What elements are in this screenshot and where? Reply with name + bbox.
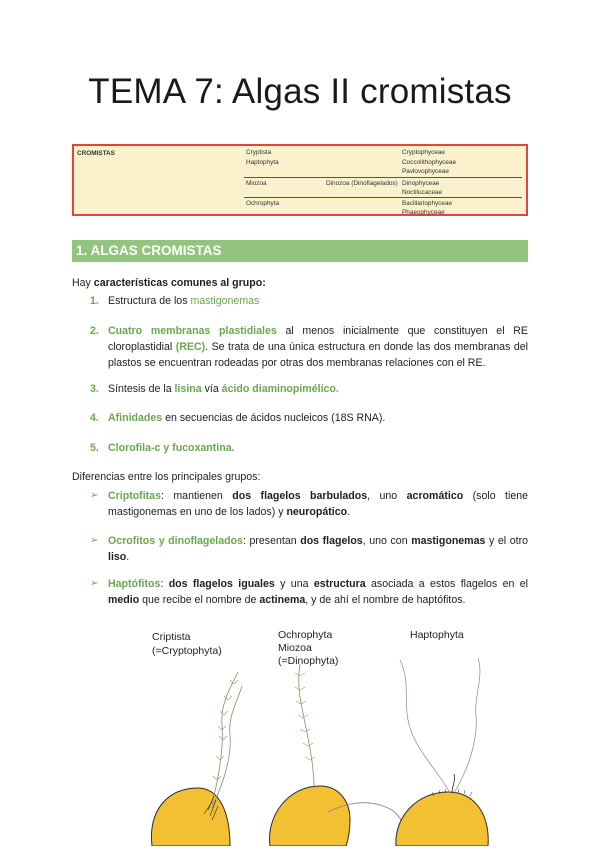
label-criptista-sub: (=Cryptophyta) bbox=[152, 645, 222, 657]
bullet-text: , uno con bbox=[362, 535, 412, 547]
item-text: al menos inicialmente que constituyen el RE cloroplastidial bbox=[108, 325, 528, 353]
label-miozoa: Miozoa bbox=[278, 642, 312, 654]
table-cell: Cryptista bbox=[246, 149, 272, 156]
table-divider bbox=[244, 197, 522, 198]
arrow-bullet-icon: ➢ bbox=[90, 490, 99, 501]
item-text: Estructura de los bbox=[108, 295, 191, 307]
bullet-text: asociada a estos flagelos en el bbox=[365, 578, 528, 590]
item-highlight: mastigonemas bbox=[190, 295, 260, 307]
list-number: 4. bbox=[90, 412, 99, 424]
table-cell: Pavlovophyceae bbox=[402, 168, 449, 175]
intro-bold: características comunes al grupo: bbox=[93, 277, 266, 289]
table-cell: Dinozoa (Dinoflagelados) bbox=[326, 180, 398, 187]
bullet-text: , uno bbox=[367, 490, 407, 502]
table-header: CROMISTAS bbox=[77, 150, 115, 157]
item-highlight: (REC) bbox=[175, 341, 206, 353]
bullet-text: , y de ahí el nombre de haptófitos. bbox=[305, 594, 466, 606]
item-text: . Se trata de una única estructura en donde las dos membranas del plastos se encuentran rodeadas por otras dos membranas relaciones con el RE. bbox=[108, 341, 528, 369]
item-text: en secuencias de ácidos nucleicos (18S RNA). bbox=[162, 412, 386, 424]
bullet-bold: actinema bbox=[259, 594, 306, 606]
label-ochrophyta: Ochrophyta bbox=[278, 629, 333, 641]
bullet-bold: dos flagelos bbox=[300, 535, 363, 547]
classification-table bbox=[72, 144, 528, 216]
flagella-illustration bbox=[138, 620, 500, 846]
list-item bbox=[108, 381, 339, 397]
haptophyta-cell bbox=[396, 658, 488, 846]
bullet-text: . bbox=[126, 551, 130, 563]
bullet-text: : bbox=[160, 578, 169, 590]
list-number: 3. bbox=[90, 383, 99, 395]
page-title: TEMA 7: Algas II cromistas bbox=[88, 72, 512, 111]
table-cell: Coccolithophyceae bbox=[402, 159, 456, 166]
list-number: 2. bbox=[90, 325, 99, 337]
item-highlight: Clorofila-c y fucoxantina. bbox=[108, 442, 235, 454]
bullet-text: (solo tiene mastigonemas en uno de los lados) y bbox=[108, 490, 529, 518]
bullet-highlight: Haptófitos bbox=[108, 578, 161, 590]
ochrophyta-cell bbox=[270, 664, 406, 846]
table-cell: Haptophyta bbox=[246, 159, 279, 166]
bullet-item bbox=[108, 488, 528, 520]
table-cell: Ochrophyta bbox=[246, 200, 280, 207]
list-item bbox=[108, 323, 528, 371]
intro-pre: Hay bbox=[72, 277, 94, 289]
table-cell: Miozoa bbox=[246, 180, 267, 187]
bullet-text: . bbox=[347, 506, 351, 518]
bullet-bold: mastigonemas bbox=[411, 535, 486, 547]
bullet-bold: dos flagelos iguales bbox=[168, 578, 275, 590]
item-text: Síntesis de la bbox=[108, 383, 175, 395]
list-item bbox=[108, 440, 235, 456]
item-highlight: Afinidades bbox=[108, 412, 163, 424]
bullet-text: : mantienen bbox=[160, 490, 233, 502]
label-miozoa-sub: (=Dinophyta) bbox=[278, 655, 339, 667]
bullet-bold: estructura bbox=[313, 578, 366, 590]
bullet-bold: liso bbox=[108, 551, 127, 563]
list-item bbox=[108, 410, 385, 426]
bullet-item bbox=[108, 576, 528, 608]
item-highlight: ácido diaminopimélico. bbox=[221, 383, 339, 395]
bullet-text: que recibe el nombre de bbox=[139, 594, 260, 606]
cryptista-cell bbox=[151, 672, 242, 846]
bullet-text: y una bbox=[274, 578, 314, 590]
bullet-bold: acromático bbox=[406, 490, 464, 502]
arrow-bullet-icon: ➢ bbox=[90, 578, 99, 589]
flagella-figure bbox=[138, 620, 500, 846]
differences-intro: Diferencias entre los principales grupos: bbox=[72, 471, 261, 483]
section-header: 1. ALGAS CROMISTAS bbox=[72, 240, 528, 262]
item-text: vía bbox=[201, 383, 222, 395]
bullet-text: y el otro bbox=[485, 535, 528, 547]
label-haptophyta: Haptophyta bbox=[410, 629, 464, 641]
list-item bbox=[108, 293, 259, 309]
intro-text bbox=[72, 275, 266, 291]
item-highlight: lisina bbox=[174, 383, 202, 395]
bullet-bold: medio bbox=[108, 594, 140, 606]
arrow-bullet-icon: ➢ bbox=[90, 535, 99, 546]
bullet-text: : presentan bbox=[242, 535, 301, 547]
bullet-item bbox=[108, 533, 528, 565]
table-cell: Bacillariophyceae bbox=[402, 200, 453, 207]
list-number: 5. bbox=[90, 442, 99, 454]
bullet-highlight: Ocrofitos y dinoflagelados bbox=[108, 535, 243, 547]
label-criptista: Criptista bbox=[152, 631, 191, 643]
table-cell: Phaeophyceae bbox=[402, 209, 445, 216]
table-divider bbox=[244, 177, 522, 178]
bullet-bold: dos flagelos barbulados bbox=[232, 490, 368, 502]
bullet-highlight: Criptofitas bbox=[108, 490, 161, 502]
table-cell: Dinophyceae bbox=[402, 180, 440, 187]
table-cell: Noctilucaceae bbox=[402, 189, 443, 196]
item-highlight: Cuatro membranas plastidiales bbox=[108, 325, 277, 337]
table-cell: Cryptophyceae bbox=[402, 149, 445, 156]
bullet-bold: neuropático bbox=[286, 506, 348, 518]
list-number: 1. bbox=[90, 295, 99, 307]
